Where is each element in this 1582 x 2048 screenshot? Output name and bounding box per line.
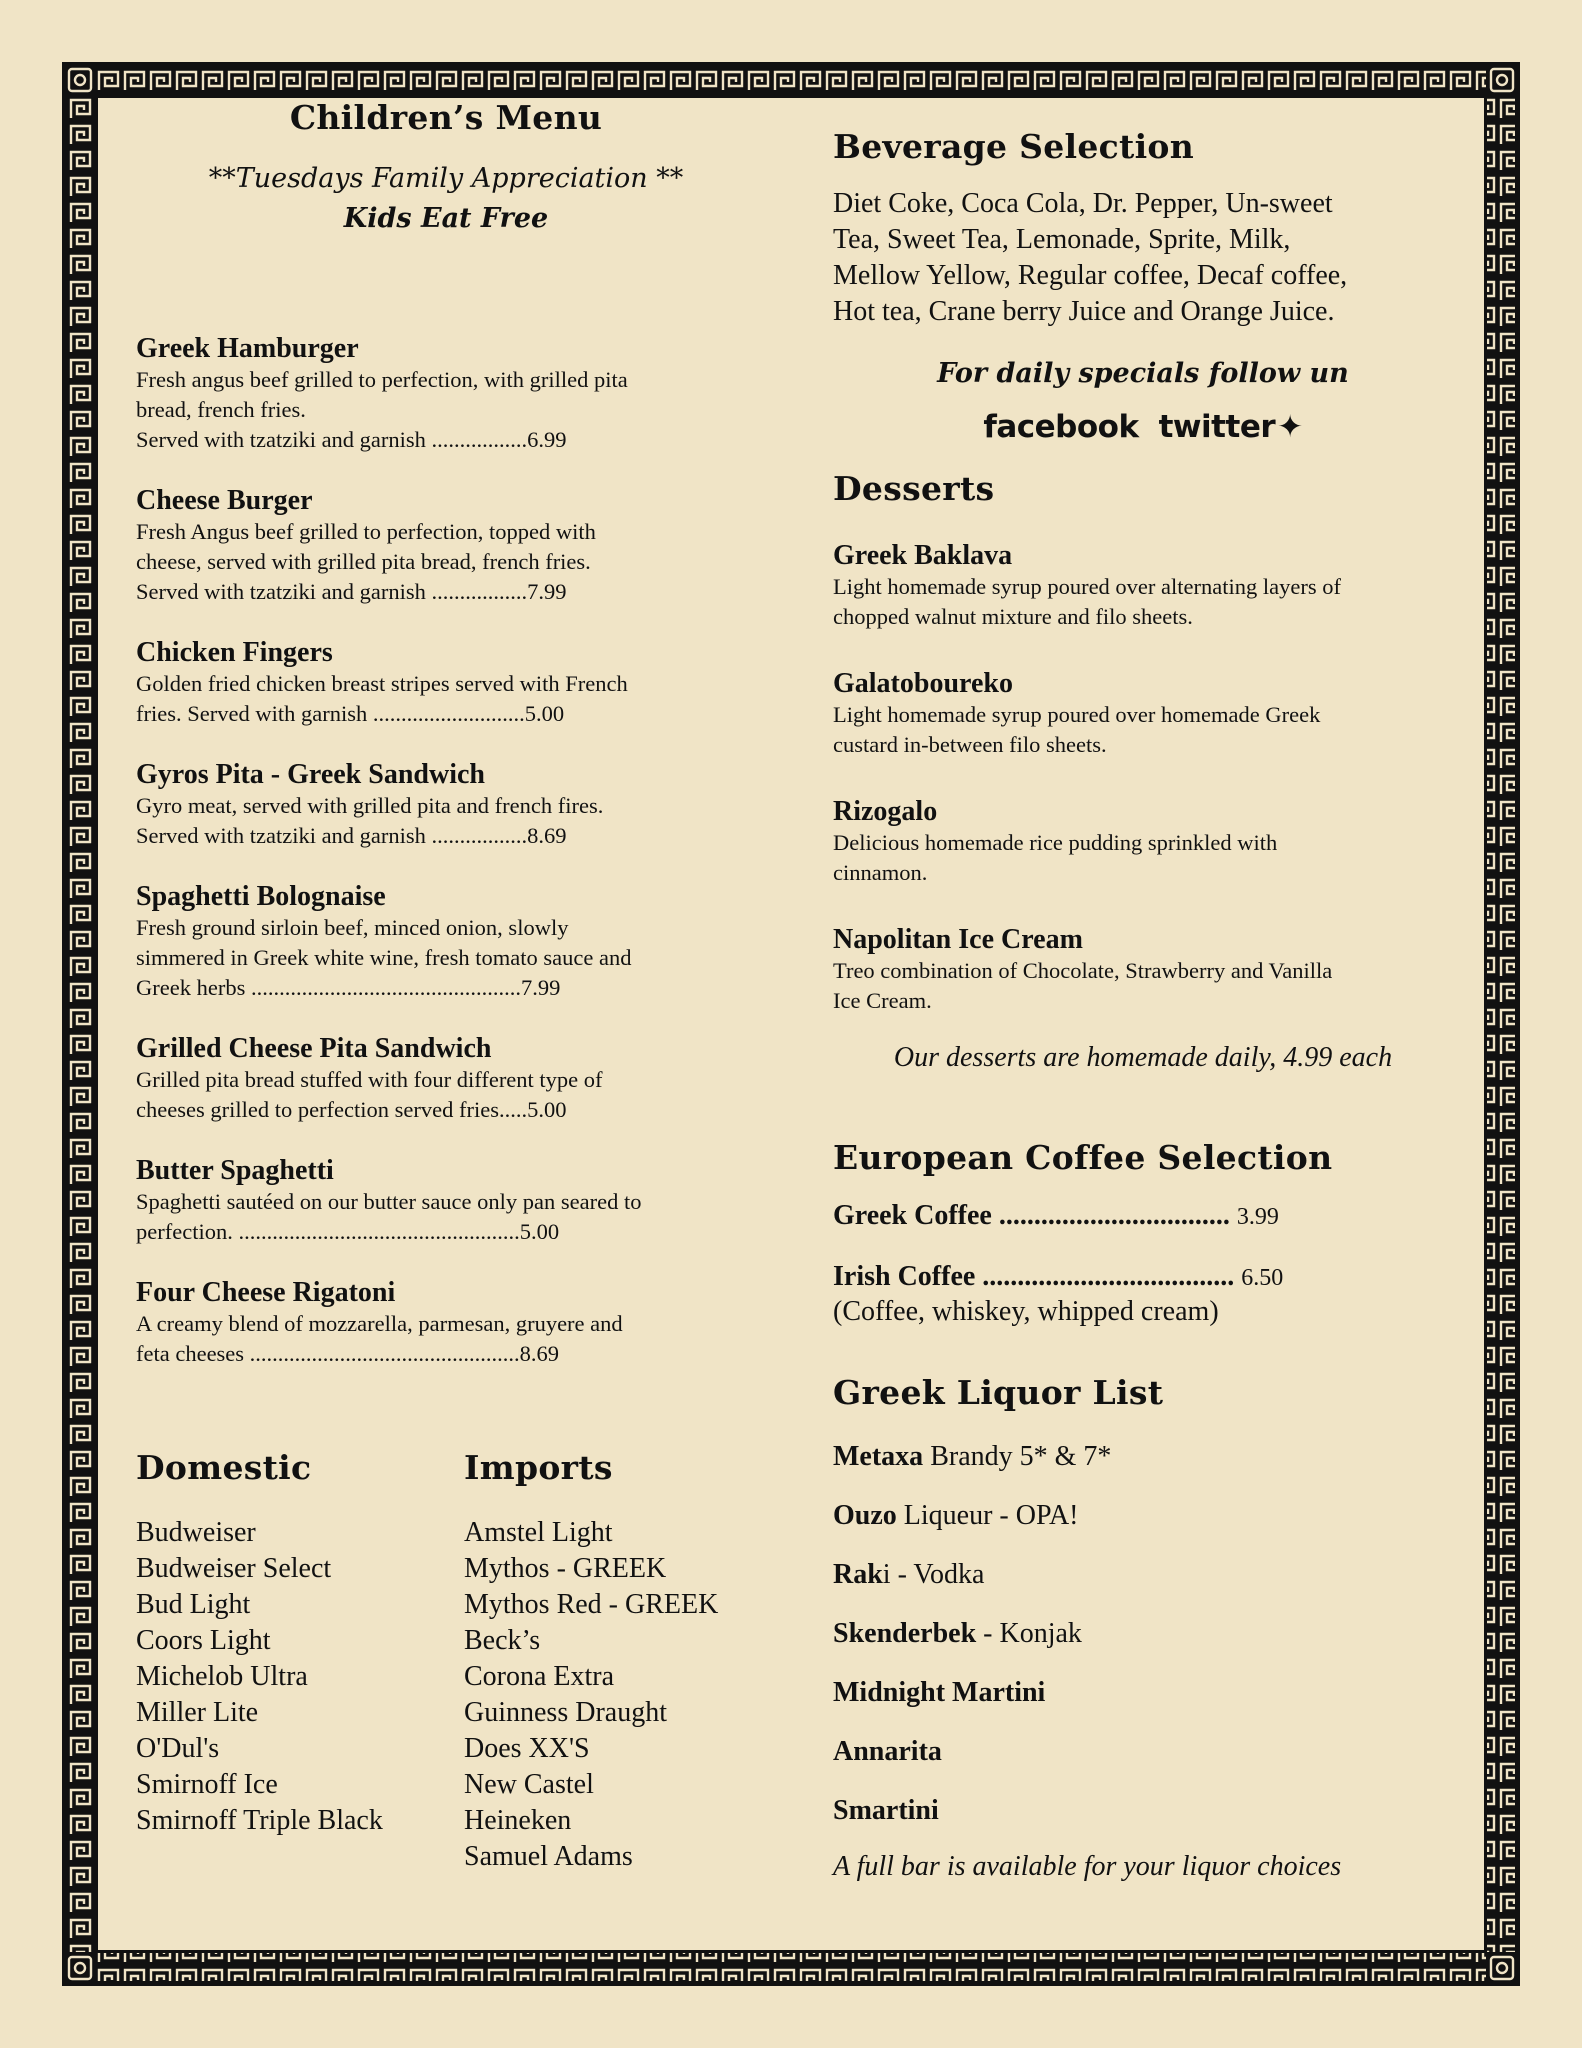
dessert-desc: chopped walnut mixture and filo sheets. <box>833 604 1193 629</box>
domestic-title: Domestic <box>136 1448 312 1487</box>
dessert-desc: Treo combination of Chocolate, Strawberry and Vanilla <box>833 958 1333 983</box>
right-column <box>833 98 1453 1883</box>
list-item: Budweiser <box>136 1517 256 1548</box>
dessert-desc: Light homemade syrup poured over homemade Greek <box>833 702 1321 727</box>
liquor-note: A full bar is available for your liquor choices <box>833 1851 1342 1882</box>
liquor-type: - Konjak <box>976 1618 1082 1649</box>
list-item: Budweiser Select <box>136 1553 332 1584</box>
menu-item <box>136 637 756 729</box>
dessert-item <box>833 668 1453 760</box>
menu-item-price-line: Served with tzatziki and garnish .................7.99 <box>136 579 567 604</box>
dessert-item <box>833 540 1453 632</box>
dessert-item <box>833 796 1453 888</box>
liquor-title: Greek Liquor List <box>833 1373 1164 1412</box>
desserts-note: Our desserts are homemade daily, 4.99 each <box>893 1042 1393 1073</box>
domestic-beer-list <box>136 1515 456 1839</box>
menu-item-price-line: cheeses grilled to perfection served fries.....5.00 <box>136 1097 567 1122</box>
desserts-title: Desserts <box>833 469 995 508</box>
coffee-leader: ................................. <box>991 1200 1230 1231</box>
menu-item-name: Spaghetti Bolognaise <box>136 881 386 912</box>
facebook-logo[interactable]: facebook <box>983 409 1139 445</box>
menu-item <box>136 1277 756 1369</box>
menu-item-desc: Golden fried chicken breast stripes served with French <box>136 671 628 696</box>
liquor-type: Brandy 5* & 7* <box>923 1441 1112 1472</box>
dessert-item <box>833 924 1453 1016</box>
menu-item-price-line: Served with tzatziki and garnish .................6.99 <box>136 427 567 452</box>
twitter-bird-icon: ✦ <box>1277 409 1303 445</box>
promo-kids-eat-free: Kids Eat Free <box>343 203 549 234</box>
desserts-list <box>833 540 1453 1016</box>
liquor-name: Midnight Martini <box>833 1677 1046 1708</box>
list-item: Smirnoff Triple Black <box>136 1805 383 1836</box>
menu-item-desc: Fresh angus beef grilled to perfection, with grilled pita <box>136 367 628 392</box>
imports-beer-list <box>464 1515 784 1875</box>
coffee-list <box>833 1199 1453 1329</box>
liquor-name: Annarita <box>833 1736 942 1767</box>
list-item: Mythos Red - GREEK <box>464 1589 719 1620</box>
menu-item-desc: Grilled pita bread stuffed with four different type of <box>136 1067 603 1092</box>
menu-item-name: Four Cheese Rigatoni <box>136 1277 396 1308</box>
list-item: Mythos - GREEK <box>464 1553 667 1584</box>
menu-item <box>136 333 756 455</box>
menu-item-desc: cheese, served with grilled pita bread, french fries. <box>136 549 591 574</box>
domestic-beer-section <box>136 1448 456 1839</box>
dessert-desc: Light homemade syrup poured over alternating layers of <box>833 574 1341 599</box>
menu-item-desc: simmered in Greek white wine, fresh tomato sauce and <box>136 945 632 970</box>
dessert-desc: cinnamon. <box>833 860 928 885</box>
promo-line: **Tuesdays Family Appreciation ** <box>208 163 684 194</box>
liquor-name: Ouzo <box>833 1500 897 1531</box>
liquor-item <box>833 1735 1453 1769</box>
dessert-name: Galatoboureko <box>833 668 1013 699</box>
dessert-desc: Delicious homemade rice pudding sprinkled with <box>833 830 1278 855</box>
twitter-logo-text: twitter <box>1158 409 1276 445</box>
liquor-item <box>833 1676 1453 1710</box>
liquor-item <box>833 1440 1453 1474</box>
menu-item-price-line: Served with tzatziki and garnish .................8.69 <box>136 823 567 848</box>
liquor-item <box>833 1558 1453 1592</box>
coffee-name: Greek Coffee <box>833 1200 992 1231</box>
beverage-line: Mellow Yellow, Regular coffee, Decaf coffee, <box>833 260 1348 291</box>
menu-item <box>136 1033 756 1125</box>
dessert-desc: custard in-between filo sheets. <box>833 732 1107 757</box>
left-column <box>136 98 756 1872</box>
coffee-name: Irish Coffee <box>833 1261 976 1292</box>
menu-item-desc: bread, french fries. <box>136 397 306 422</box>
menu-item-price-line: fries. Served with garnish ...........................5.00 <box>136 701 565 726</box>
liquor-name: Skenderbek <box>833 1618 977 1649</box>
liquor-type: i - Vodka <box>882 1559 985 1590</box>
beverage-title: Beverage Selection <box>833 127 1195 166</box>
menu-item-desc: Spaghetti sautéed on our butter sauce only pan seared to <box>136 1189 642 1214</box>
liquor-type: Liqueur - OPA! <box>896 1500 1079 1531</box>
twitter-logo[interactable] <box>1159 409 1303 445</box>
liquor-item <box>833 1794 1453 1828</box>
menu-item-name: Chicken Fingers <box>136 637 333 668</box>
list-item: Smirnoff Ice <box>136 1769 278 1800</box>
menu-item-name: Cheese Burger <box>136 485 313 516</box>
menu-item-desc: Fresh ground sirloin beef, minced onion, slowly <box>136 915 569 940</box>
list-item: Miller Lite <box>136 1697 259 1728</box>
list-item: Corona Extra <box>464 1661 615 1692</box>
list-item: Amstel Light <box>464 1517 613 1548</box>
list-item: Does XX'S <box>464 1733 590 1764</box>
dessert-desc: Ice Cream. <box>833 988 932 1013</box>
list-item: Michelob Ultra <box>136 1661 308 1692</box>
menu-item-desc: A creamy blend of mozzarella, parmesan, gruyere and <box>136 1311 623 1336</box>
menu-item-price-line: Greek herbs ................................................7.99 <box>136 975 561 1000</box>
liquor-name: Smartini <box>833 1795 939 1826</box>
coffee-title: European Coffee Selection <box>833 1138 1333 1177</box>
list-item: New Castel <box>464 1769 594 1800</box>
coffee-desc: (Coffee, whiskey, whipped cream) <box>833 1296 1219 1327</box>
menu-item-name: Greek Hamburger <box>136 333 359 364</box>
imports-title: Imports <box>464 1448 613 1487</box>
liquor-name: Rak <box>833 1559 883 1590</box>
list-item: Bud Light <box>136 1589 251 1620</box>
list-item: O'Dul's <box>136 1733 220 1764</box>
coffee-item <box>833 1199 1453 1234</box>
beverage-list <box>833 186 1453 330</box>
menu-item-desc: Gyro meat, served with grilled pita and french fires. <box>136 793 604 818</box>
beverage-line: Diet Coke, Coca Cola, Dr. Pepper, Un-sweet <box>833 188 1333 219</box>
list-item: Coors Light <box>136 1625 271 1656</box>
dessert-name: Rizogalo <box>833 796 938 827</box>
menu-item-price-line: feta cheeses ................................................8.69 <box>136 1341 560 1366</box>
beverage-line: Tea, Sweet Tea, Lemonade, Sprite, Milk, <box>833 224 1291 255</box>
liquor-list <box>833 1440 1453 1828</box>
menu-item-price-line: perfection. ..................................................5.00 <box>136 1219 560 1244</box>
dessert-name: Greek Baklava <box>833 540 1013 571</box>
liquor-item <box>833 1617 1453 1651</box>
menu-item-desc: Fresh Angus beef grilled to perfection, topped with <box>136 519 596 544</box>
list-item: Guinness Draught <box>464 1697 667 1728</box>
menu-item <box>136 485 756 607</box>
menu-item-name: Butter Spaghetti <box>136 1155 334 1186</box>
social-links <box>833 409 1453 445</box>
menu-item-name: Gyros Pita - Greek Sandwich <box>136 759 485 790</box>
list-item: Heineken <box>464 1805 572 1836</box>
coffee-leader: .................................... <box>975 1261 1235 1292</box>
menu-item <box>136 759 756 851</box>
beverage-line: Hot tea, Crane berry Juice and Orange Juice. <box>833 296 1335 327</box>
menu-item <box>136 881 756 1003</box>
liquor-item <box>833 1499 1453 1533</box>
liquor-name: Metaxa <box>833 1441 924 1472</box>
imports-beer-section <box>464 1448 784 1875</box>
coffee-price: 3.99 <box>1236 1204 1279 1230</box>
coffee-item <box>833 1260 1453 1295</box>
childrens-menu-title: Children’s Menu <box>289 98 603 137</box>
coffee-price: 6.50 <box>1241 1265 1284 1291</box>
kids-menu-list <box>136 333 756 1399</box>
list-item: Samuel Adams <box>464 1841 633 1872</box>
dessert-name: Napolitan Ice Cream <box>833 924 1083 955</box>
list-item: Beck’s <box>464 1625 541 1656</box>
follow-us-text: For daily specials follow un <box>937 358 1349 389</box>
menu-item-name: Grilled Cheese Pita Sandwich <box>136 1033 492 1064</box>
menu-item <box>136 1155 756 1247</box>
